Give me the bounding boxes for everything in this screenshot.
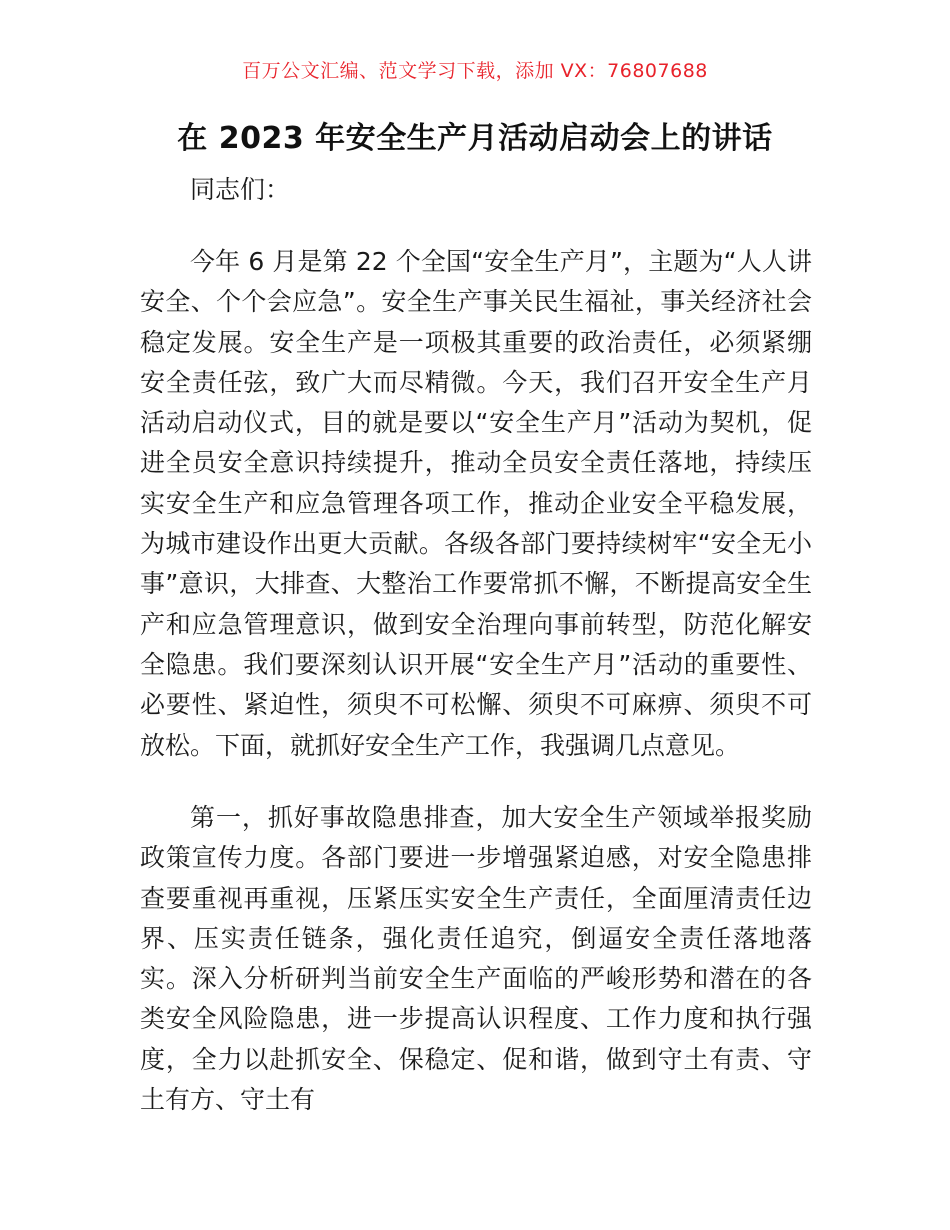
salutation: 同志们：	[190, 175, 291, 204]
document-title: 在 2023 年安全生产月活动启动会上的讲话	[177, 121, 773, 156]
promo-header-note: 百万公文汇编、范文学习下载，添加 VX：76807688	[242, 60, 708, 82]
paragraph-block-1	[140, 242, 812, 766]
paragraph-block-2	[140, 798, 812, 1120]
paragraph-intro: 今年 6 月是第 22 个全国“安全生产月”，主题为“人人讲安全、个个会应急”。安全生产事关民生福祉，事关经济社会稳定发展。安全生产是一项极其重要的政治责任，必须紧绷安全责任弦，致广大而尽精微。今天，我们召开安全生产月活动启动仪式，目的就是要以“安全生产月”活动为契机，促进全员安全意识持续提升，推动全员安全责任落地，持续压实安全生产和应急管理各项工作，推动企业安全平稳发展，为城市建设作出更大贡献。各级各部门要持续树牢“安全无小事”意识，大排查、大整治工作要常抓不懈，不断提高安全生产和应急管理意识，做到安全治理向事前转型，防范化解安全隐患。我们要深刻认识开展“安全生产月”活动的重要性、必要性、紧迫性，须臾不可松懈、须臾不可麻痹、须臾不可放松。下面，就抓好安全生产工作，我强调几点意见。	[140, 247, 812, 760]
paragraph-first-point: 第一，抓好事故隐患排查，加大安全生产领域举报奖励政策宣传力度。各部门要进一步增强紧迫感，对安全隐患排查要重视再重视，压紧压实安全生产责任，全面厘清责任边界、压实责任链条，强化责任追究，倒逼安全责任落地落实。深入分析研判当前安全生产面临的严峻形势和潜在的各类安全风险隐患，进一步提高认识程度、工作力度和执行强度，全力以赴抓安全、保稳定、促和谐，做到守土有责、守土有方、守土有	[140, 803, 812, 1115]
